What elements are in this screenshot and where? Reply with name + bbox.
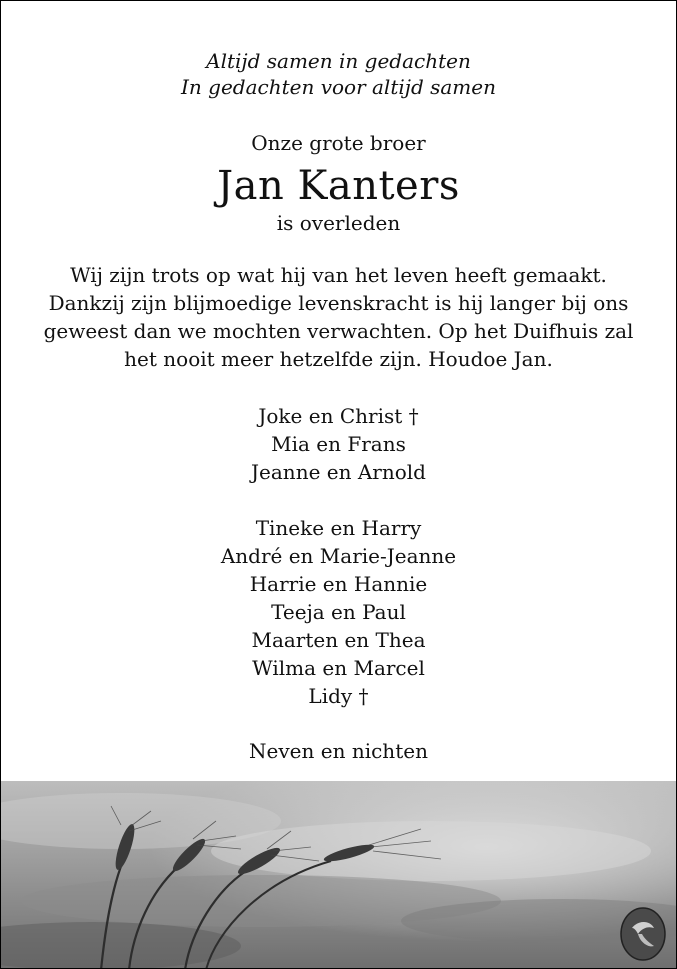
family-name: Teeja en Paul	[271, 600, 406, 624]
family-name: Harrie en Hannie	[249, 572, 428, 596]
intro-text: Onze grote broer	[251, 131, 426, 155]
family-name: Tineke en Harry	[255, 516, 422, 540]
family-name: Joke en Christ †	[258, 404, 419, 428]
dove-emblem-icon	[618, 906, 668, 962]
wheat-ears-photo	[1, 781, 676, 969]
message-line: geweest dan we mochten verwachten. Op het Duifhuis zal	[43, 319, 634, 343]
message-line: het nooit meer hetzelfde zijn. Houdoe Jan.	[124, 347, 553, 371]
family-name: Wilma en Marcel	[252, 656, 425, 680]
family-name: Jeanne en Arnold	[251, 460, 426, 484]
message-line: Dankzij zijn blijmoedige levenskracht is hij langer bij ons	[48, 291, 629, 315]
motto-line-2: In gedachten voor altijd samen	[181, 75, 496, 99]
family-name: Lidy †	[308, 684, 369, 708]
family-name: Neven en nichten	[249, 739, 428, 763]
message-line: Wij zijn trots op wat hij van het leven heeft gemaakt.	[70, 263, 607, 287]
announcement-text: is overleden	[276, 211, 401, 235]
motto-line-1: Altijd samen in gedachten	[206, 49, 471, 73]
family-name: Maarten en Thea	[251, 628, 426, 652]
family-name: André en Marie-Jeanne	[220, 544, 457, 568]
deceased-name: Jan Kanters	[217, 163, 460, 209]
family-name: Mia en Frans	[271, 432, 406, 456]
